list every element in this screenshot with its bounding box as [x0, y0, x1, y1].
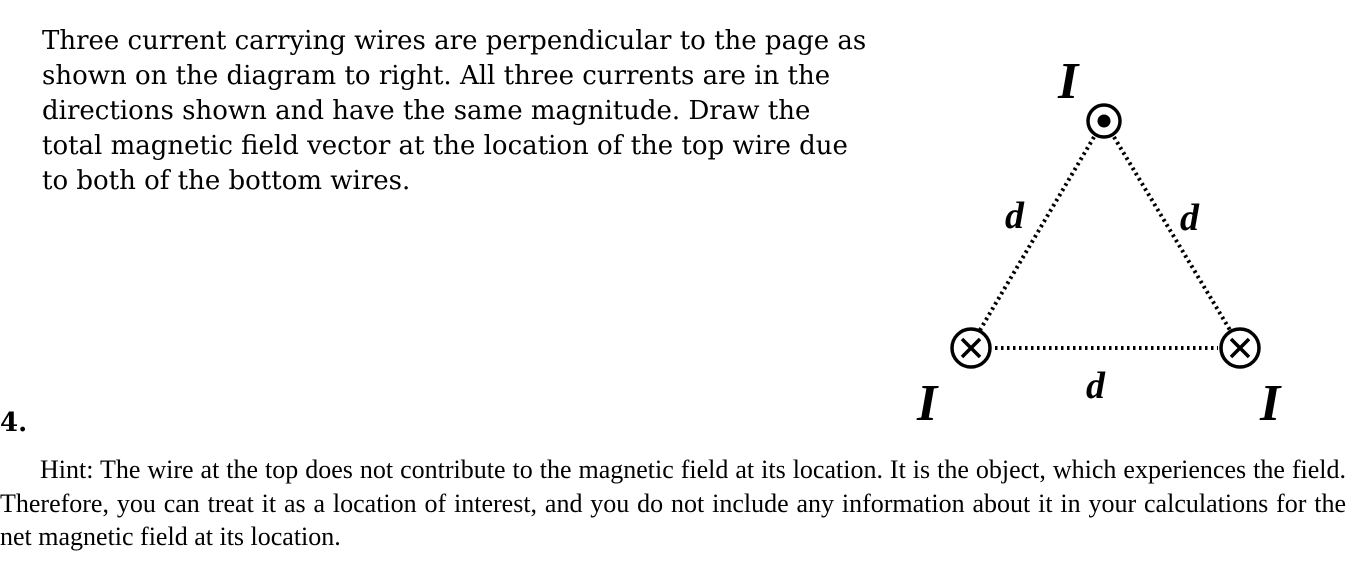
- bottom-right-wire-current-label: I: [1260, 375, 1281, 432]
- question-number: 4.: [0, 408, 28, 438]
- left-side-dotted-line: [980, 137, 1094, 330]
- left-side-distance-label: d: [1005, 195, 1024, 237]
- top-wire-current-label: I: [1058, 53, 1079, 110]
- question-text: Three current carrying wires are perpendicular to the page as shown on the diagram to right. All three currents are in the directions shown and have the same magnitude. Draw the total magnetic field vector at the location of the top wire due to both of the bottom wires.: [42, 26, 867, 196]
- hint-text: Hint: The wire at the top does not contribute to the magnetic field at its location. It is the object, which experiences the field. Therefore, you can treat it as a location of interest, and you do not include any information about it in your calculations for the net magnetic field at its location.: [0, 455, 1346, 551]
- bottom-right-wire-into-page-icon: [1221, 329, 1259, 367]
- bottom-side-distance-label: d: [1086, 365, 1105, 407]
- right-side-distance-label: d: [1180, 197, 1199, 239]
- top-wire-out-of-page-icon: [1088, 105, 1120, 137]
- wire-triangle-diagram: [900, 40, 1300, 440]
- bottom-left-wire-current-label: I: [917, 375, 938, 432]
- bottom-left-wire-into-page-icon: [952, 329, 990, 367]
- right-side-dotted-line: [1114, 137, 1230, 330]
